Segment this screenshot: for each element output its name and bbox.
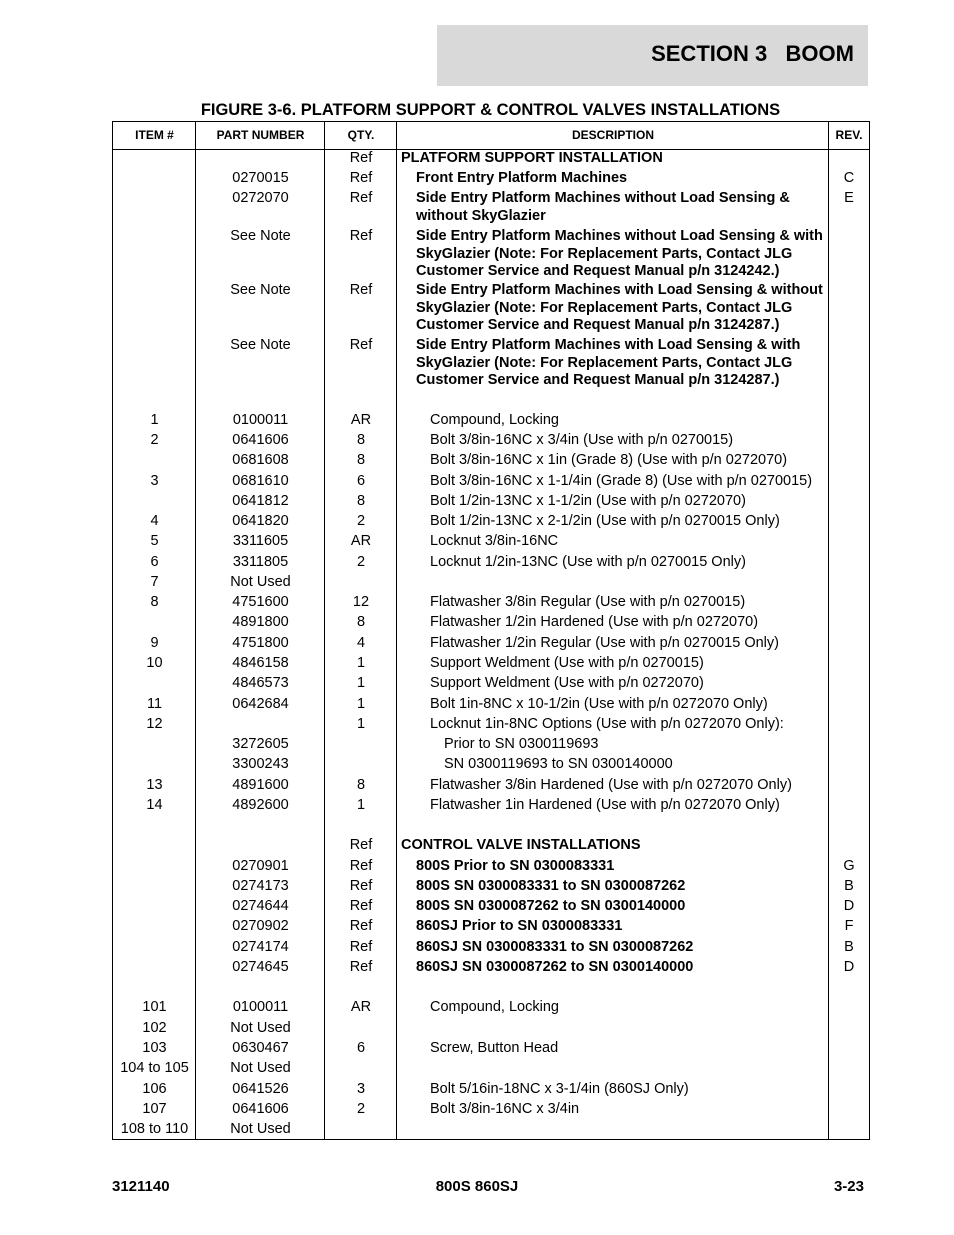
qty-cell: Ref: [349, 858, 373, 874]
description-line: Screw, Button Head: [430, 1040, 559, 1056]
description-line: Bolt 5/16in-18NC x 3-1/4in (860SJ Only): [430, 1081, 689, 1097]
part-number-cell: 3311605: [232, 533, 289, 549]
qty-cell: AR: [350, 999, 372, 1015]
description-cell: [397, 878, 829, 896]
qty-cell: Ref: [349, 918, 373, 934]
description-cell: [397, 858, 829, 876]
rev-cell: F: [844, 918, 854, 934]
description-line: Customer Service and Request Manual p/n 3124287.): [416, 372, 780, 388]
part-number-cell: 0641526: [232, 1081, 289, 1097]
item-cell: 5: [150, 533, 159, 549]
item-cell: 108 to 110: [120, 1121, 189, 1137]
description-cell: [397, 999, 829, 1017]
description-cell: [397, 959, 829, 977]
part-number-cell: See Note: [230, 282, 291, 298]
description-cell: [397, 170, 829, 188]
description-line: Flatwasher 1in Hardened (Use with p/n 0272070 Only): [430, 797, 780, 813]
part-number-cell: 0641812: [232, 493, 289, 509]
part-number-cell: 0630467: [232, 1040, 289, 1056]
table-body: [113, 122, 869, 1139]
qty-cell: AR: [350, 533, 372, 549]
description-cell: [397, 337, 829, 390]
part-number-cell: 0681608: [232, 452, 289, 468]
column-header-part-number: PART NUMBER: [216, 128, 305, 142]
description-line: Bolt 1/2in-13NC x 2-1/2in (Use with p/n 0270015 Only): [430, 513, 780, 529]
item-cell: 13: [146, 777, 163, 793]
description-cell: [397, 1040, 829, 1058]
description-cell: [397, 736, 829, 754]
description-line: Locknut 1in-8NC Options (Use with p/n 0272070 Only):: [430, 716, 784, 732]
section-title: SECTION 3 BOOM: [651, 41, 854, 66]
part-number-cell: 0274644: [232, 898, 289, 914]
description-line: SkyGlazier (Note: For Replacement Parts, Contact JLG: [416, 354, 793, 371]
description-cell: [397, 918, 829, 936]
description-line: 860SJ SN 0300083331 to SN 0300087262: [416, 939, 694, 955]
item-cell: 106: [142, 1081, 167, 1097]
description-line: Locknut 1/2in-13NC (Use with p/n 0270015 Only): [430, 554, 746, 570]
item-cell: 11: [146, 696, 163, 712]
description-cell: [397, 513, 829, 531]
description-line: Front Entry Platform Machines: [416, 170, 628, 186]
part-number-cell: 0274174: [232, 939, 289, 955]
part-number-cell: 0272070: [232, 190, 289, 206]
description-cell: [397, 797, 829, 815]
description-line: SN 0300119693 to SN 0300140000: [444, 756, 673, 772]
part-number-cell: 0270015: [232, 170, 289, 186]
qty-cell: 8: [356, 614, 366, 630]
qty-cell: 3: [356, 1081, 366, 1097]
description-cell: [397, 473, 829, 491]
item-cell: 3: [150, 473, 159, 489]
rev-cell: G: [843, 858, 855, 874]
part-number-cell: 0270902: [232, 918, 289, 934]
item-cell: 6: [150, 554, 159, 570]
description-line: Prior to SN 0300119693: [444, 736, 599, 752]
part-number-cell: 3311805: [232, 554, 289, 570]
description-line: Compound, Locking: [430, 412, 559, 428]
column-header-qty: QTY.: [347, 128, 375, 142]
description-line: Side Entry Platform Machines with Load Sensing & with: [416, 337, 801, 353]
part-number-cell: Not Used: [230, 1020, 291, 1036]
parts-table: [112, 121, 870, 1140]
part-number-cell: 4892600: [232, 797, 289, 813]
description-line: 860SJ Prior to SN 0300083331: [416, 918, 623, 934]
description-line: Bolt 3/8in-16NC x 3/4in: [430, 1101, 580, 1117]
part-number-cell: Not Used: [230, 574, 291, 590]
part-number-cell: See Note: [230, 337, 291, 353]
description-cell: [397, 452, 829, 470]
description-line: 800S Prior to SN 0300083331: [416, 858, 615, 874]
qty-cell: 1: [356, 797, 366, 813]
description-line: Flatwasher 1/2in Hardened (Use with p/n 0272070): [430, 614, 759, 630]
part-number-cell: 0642684: [232, 696, 289, 712]
description-cell: [397, 1121, 829, 1139]
description-line: Flatwasher 1/2in Regular (Use with p/n 0270015 Only): [430, 635, 779, 651]
item-cell: 1: [150, 412, 159, 428]
rev-cell: D: [843, 898, 855, 914]
part-number-cell: 3300243: [232, 756, 289, 772]
qty-cell: 8: [356, 452, 366, 468]
item-cell: 102: [142, 1020, 167, 1036]
description-line: Locknut 3/8in-16NC: [430, 533, 559, 549]
qty-cell: Ref: [349, 939, 373, 955]
qty-cell: 1: [356, 716, 366, 732]
description-line: SkyGlazier (Note: For Replacement Parts, Contact JLG: [416, 245, 793, 262]
description-cell: [397, 150, 829, 168]
item-cell: 8: [150, 594, 159, 610]
part-number-cell: 0270901: [232, 858, 289, 874]
part-number-cell: 4891600: [232, 777, 289, 793]
description-cell: [397, 777, 829, 795]
footer-manual-number: 3121140: [112, 1178, 170, 1195]
description-line: Bolt 3/8in-16NC x 3/4in (Use with p/n 0270015): [430, 432, 734, 448]
item-cell: 14: [146, 797, 163, 813]
qty-cell: Ref: [349, 898, 373, 914]
part-number-cell: 4751800: [232, 635, 289, 651]
description-line: Side Entry Platform Machines without Load Sensing & with: [416, 228, 823, 244]
item-cell: 101: [142, 999, 167, 1015]
description-cell: [397, 1081, 829, 1099]
part-number-cell: 4891800: [232, 614, 289, 630]
item-cell: 12: [146, 716, 163, 732]
description-cell: [397, 554, 829, 572]
description-line: Bolt 3/8in-16NC x 1-1/4in (Grade 8) (Use with p/n 0270015): [430, 473, 813, 489]
part-number-cell: 0641820: [232, 513, 289, 529]
description-cell: [397, 412, 829, 430]
description-cell: [397, 696, 829, 714]
description-line: [430, 574, 829, 592]
description-line: Bolt 1/2in-13NC x 1-1/2in (Use with p/n 0272070): [430, 493, 746, 509]
item-cell: 103: [142, 1040, 167, 1056]
rev-cell: D: [843, 959, 855, 975]
item-cell: 10: [146, 655, 163, 671]
part-number-cell: 0641606: [232, 1101, 289, 1117]
description-cell: [397, 228, 829, 281]
description-line: Support Weldment (Use with p/n 0272070): [430, 675, 704, 691]
description-cell: [397, 939, 829, 957]
rev-cell: B: [844, 878, 854, 894]
part-number-cell: 0681610: [232, 473, 289, 489]
part-number-cell: 4751600: [232, 594, 289, 610]
rev-cell: B: [844, 939, 854, 955]
qty-cell: 1: [356, 675, 366, 691]
description-line: Customer Service and Request Manual p/n 3124242.): [416, 263, 780, 279]
item-cell: 107: [142, 1101, 167, 1117]
description-line: 860SJ SN 0300087262 to SN 0300140000: [416, 959, 694, 975]
description-line: without SkyGlazier: [416, 207, 546, 224]
item-cell: 104 to 105: [120, 1060, 189, 1076]
description-line: [430, 1060, 829, 1078]
qty-cell: 8: [356, 777, 366, 793]
item-cell: 2: [150, 432, 159, 448]
description-line: PLATFORM SUPPORT INSTALLATION: [401, 150, 663, 166]
description-line: Bolt 1in-8NC x 10-1/2in (Use with p/n 0272070 Only): [430, 696, 768, 712]
description-cell: [397, 594, 829, 612]
description-cell: [397, 190, 829, 225]
description-cell: [397, 533, 829, 551]
item-cell: 9: [150, 635, 159, 651]
description-cell: [397, 574, 829, 592]
rev-cell: E: [844, 190, 854, 206]
rev-cell: C: [843, 170, 855, 186]
part-number-cell: Not Used: [230, 1121, 291, 1137]
description-cell: [397, 432, 829, 450]
qty-cell: Ref: [349, 282, 373, 298]
column-header-item: ITEM #: [135, 128, 174, 142]
description-line: SkyGlazier (Note: For Replacement Parts, Contact JLG: [416, 299, 793, 316]
description-cell: [397, 614, 829, 632]
part-number-cell: 4846573: [232, 675, 289, 691]
description-line: 800S SN 0300083331 to SN 0300087262: [416, 878, 686, 894]
description-cell: [397, 655, 829, 673]
part-number-cell: See Note: [230, 228, 291, 244]
description-cell: [397, 493, 829, 511]
description-line: [430, 1020, 829, 1038]
qty-cell: Ref: [349, 228, 373, 244]
description-line: Customer Service and Request Manual p/n 3124287.): [416, 317, 780, 333]
qty-cell: 6: [356, 1040, 366, 1056]
section-header: [437, 25, 868, 86]
description-cell: [397, 756, 829, 774]
description-line: 800S SN 0300087262 to SN 0300140000: [416, 898, 686, 914]
qty-cell: 2: [356, 513, 366, 529]
description-line: Bolt 3/8in-16NC x 1in (Grade 8) (Use with p/n 0272070): [430, 452, 788, 468]
part-number-cell: 0274173: [232, 878, 289, 894]
qty-cell: Ref: [349, 878, 373, 894]
part-number-cell: 3272605: [232, 736, 289, 752]
qty-cell: Ref: [349, 150, 373, 166]
qty-cell: 1: [356, 696, 366, 712]
part-number-cell: 0274645: [232, 959, 289, 975]
qty-cell: 2: [356, 554, 366, 570]
description-line: CONTROL VALVE INSTALLATIONS: [401, 837, 641, 853]
qty-cell: 12: [352, 594, 370, 610]
qty-cell: 6: [356, 473, 366, 489]
qty-cell: Ref: [349, 337, 373, 353]
description-line: Flatwasher 3/8in Hardened (Use with p/n 0272070 Only): [430, 777, 792, 793]
description-line: Side Entry Platform Machines without Load Sensing &: [416, 190, 790, 206]
description-cell: [397, 675, 829, 693]
part-number-cell: Not Used: [230, 1060, 291, 1076]
description-cell: [397, 1101, 829, 1119]
qty-cell: 1: [356, 655, 366, 671]
description-cell: [397, 635, 829, 653]
description-line: Flatwasher 3/8in Regular (Use with p/n 0270015): [430, 594, 746, 610]
qty-cell: 8: [356, 432, 366, 448]
description-line: Side Entry Platform Machines with Load Sensing & without: [416, 282, 823, 298]
description-cell: [397, 837, 829, 855]
item-cell: 7: [150, 574, 159, 590]
description-line: [430, 1121, 829, 1139]
description-line: Compound, Locking: [430, 999, 559, 1015]
qty-cell: Ref: [349, 959, 373, 975]
part-number-cell: 0100011: [232, 999, 289, 1015]
qty-cell: Ref: [349, 837, 373, 853]
part-number-cell: 0100011: [232, 412, 289, 428]
qty-cell: 8: [356, 493, 366, 509]
qty-cell: Ref: [349, 170, 373, 186]
description-cell: [397, 898, 829, 916]
description-cell: [397, 1060, 829, 1078]
description-line: Support Weldment (Use with p/n 0270015): [430, 655, 704, 671]
figure-title: FIGURE 3-6. PLATFORM SUPPORT & CONTROL VALVES INSTALLATIONS: [200, 101, 781, 119]
qty-cell: 2: [356, 1101, 366, 1117]
footer-page-number: 3-23: [833, 1178, 864, 1195]
qty-cell: 4: [356, 635, 366, 651]
part-number-cell: 4846158: [232, 655, 289, 671]
qty-cell: Ref: [349, 190, 373, 206]
qty-cell: AR: [350, 412, 372, 428]
column-header-description: DESCRIPTION: [571, 128, 654, 142]
footer-model: 800S 860SJ: [435, 1178, 519, 1195]
column-header-rev: REV.: [835, 128, 863, 142]
part-number-cell: 0641606: [232, 432, 289, 448]
description-cell: [397, 1020, 829, 1038]
item-cell: 4: [150, 513, 159, 529]
description-cell: [397, 282, 829, 335]
description-cell: [397, 716, 829, 734]
